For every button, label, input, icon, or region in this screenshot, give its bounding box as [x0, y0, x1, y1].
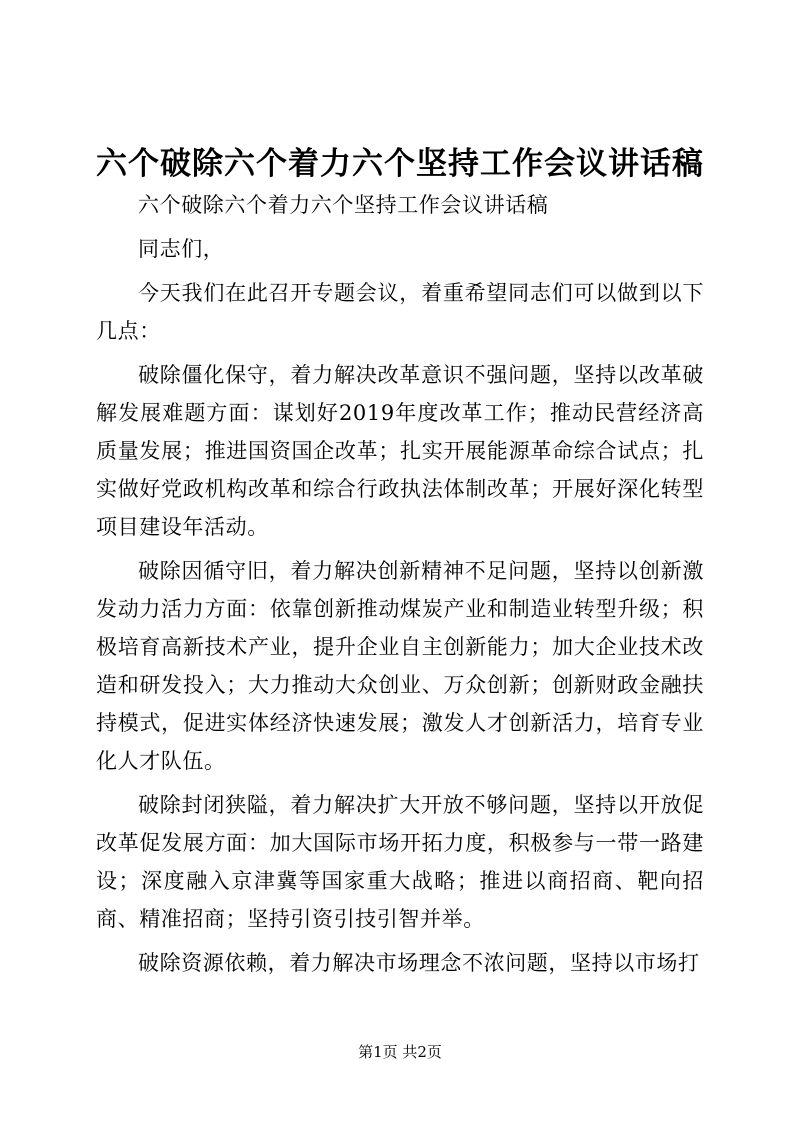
document-title: 六个破除六个着力六个坚持工作会议讲话稿 — [96, 146, 704, 182]
innovation-paragraph: 破除因循守旧，着力解决创新精神不足问题，坚持以创新激发动力活力方面：依靠创新推动煤炭产业和制造业转型升级；积极培育高新技术产业，提升企业自主创新能力；加大企业技术改造和研发投入；大力推动大众创业、万众创新；创新财政金融扶持模式，促进实体经济快速发展；激发人才创新活力，培育专业化人才队伍。 — [96, 559, 704, 773]
subtitle-paragraph: 六个破除六个着力六个坚持工作会议讲话稿 — [138, 193, 549, 217]
intro-paragraph: 今天我们在此召开专题会议，着重希望同志们可以做到以下几点： — [96, 281, 704, 343]
market-paragraph: 破除资源依赖，着力解决市场理念不浓问题，坚持以市场打 — [138, 951, 700, 975]
opening-up-paragraph: 破除封闭狭隘，着力解决扩大开放不够问题，坚持以开放促改革促发展方面：加大国际市场开拓力度，积极参与一带一路建设；深度融入京津冀等国家重大战略；推进以商招商、靶向招商、精准招商；坚持引资引技引智并举。 — [96, 793, 704, 931]
page-indicator: 第1页 共2页 — [358, 1043, 442, 1061]
salutation-paragraph: 同志们， — [138, 237, 225, 261]
reform-paragraph: 破除僵化保守，着力解决改革意识不强问题，坚持以改革破解发展难题方面：谋划好2019年度改革工作；推动民营经济高质量发展；推进国资国企改革；扎实开展能源革命综合试点；扎实做好党政机构改革和综合行政执法体制改革；开展好深化转型项目建设年活动。 — [96, 363, 704, 539]
document-body — [96, 186, 704, 982]
